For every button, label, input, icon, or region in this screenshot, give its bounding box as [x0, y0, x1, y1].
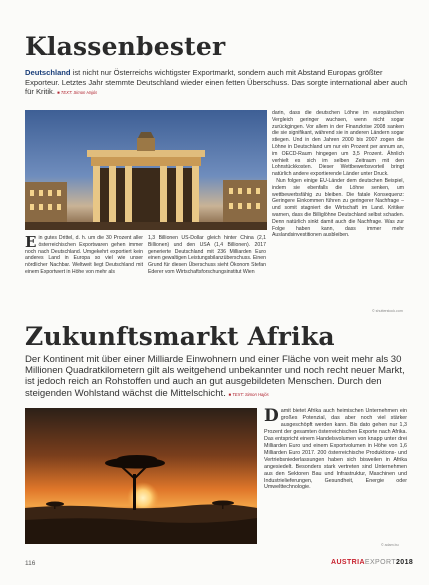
page-number: 116 — [25, 560, 36, 567]
section-title-klassenbester: Klassenbester — [25, 32, 226, 61]
column-3 — [272, 110, 404, 239]
dropcap: D — [264, 406, 279, 426]
column-text: amit bietet Afrika auch heimischen Unternehmen ein großes Potenzial, das aber noch viel stärker ausgeschöpft werden kann. Bis dato gehen nur 1,3 Prozent der gesamten österreichischen Exporte nach Afrika. Das entspricht einem Handelsvolumen von knapp unter drei Milliarden Euro und einem Exportvolumen in Höhe von 1,6 Milliarden Euro 2017. 200 österreichische Produktions- und Vertriebsniederlassungen haben sich bisweilen in Afrika angesiedelt. Besonders stark vertreten sind Unternehmen aus den Sektoren Bau und Infrastruktur, Maschinen und Industrielieferungen, Gesundheit, Energie oder Umwelttechnologie. — [264, 408, 407, 491]
magazine-brand — [331, 559, 413, 566]
savanna-sunset-photo — [25, 408, 257, 544]
brand-part-2: EXPORT — [364, 559, 396, 566]
photo-credit: © shutterstock.com — [372, 309, 403, 313]
section1-lead — [25, 68, 411, 98]
column-text-continued: Nun folgen einige EU-Länder dem deutschen Beispiel, indem sie ebenfalls die Löhne senken, um wettbewerbsfähig zu bleiben. Die fatale Konsequenz: Geringere Einkommen führen zu geringerer Nachfrage – und somit stagniert die Wirtschaft im Land. Kritiker warnen, dass die Billiglöhne Deutschland selbst schaden. Denn natürlich sinkt damit auch die Nachfrage. Was zur Folge haben kann, dass immer mehr Auslandsinvestitionen ausbleiben. — [272, 177, 405, 239]
section-title-afrika: Zukunftsmarkt Afrika — [25, 322, 335, 351]
brand-part-1: AUSTRIA — [331, 559, 365, 566]
dropcap: E — [25, 233, 37, 251]
africa-column — [264, 408, 407, 491]
author-credit: ■ TEXT: Simon Hajós — [228, 391, 269, 397]
section2-lead — [25, 354, 405, 400]
brand-year: 2018 — [395, 559, 414, 566]
photo-credit: © adam.bu — [381, 543, 399, 547]
author-credit: ■ TEXT: Simon Hajós — [57, 90, 98, 95]
brandenburg-gate-photo — [25, 110, 267, 230]
column-1 — [25, 235, 143, 276]
column-text: in gutes Drittel, d. h. um die 30 Prozent aller österreichischen Exportwaren gehen immer noch nach Deutschland. Umgekehrt exportiert kein anderes Land in Europa so viel wie unser nördlicher Nachbar. Weltweit liegt Deutschland mit einem Exportwert in Höhe von mehr als — [25, 235, 143, 275]
column-text: 1,3 Billionen US-Dollar gleich hinter China (2,1 Billionen) und den USA (1,4 Billionen). 2017 generierte Deutschland mit 236 Milliarden Euro einen gewaltigen Leistungsbilanzüberschuss. Einen Grund für diesen Überschuss sieht Ökonom Stefan Ederer vom Wirtschaftsforschungsinstitut Wien — [148, 235, 266, 275]
column-text: darin, dass die deutschen Löhne im europäischen Vergleich geringer wuchsen, wenn nicht sogar zurückgingen. Vor allem in der Finanzkrise 2008 sanken die sie signifikant, während sie in anderen Ländern sogar stiegen. Und in den Jahren 2000 bis 2007 zogen die Löhne in Deutschland um nur ein Prozent per annum an, im OECD-Raum hingegen um 3,5 Prozent. Ähnlich verhielt es sich im selben Zeitraum mit den Lohnstückkosten. Dieser Wettbewerbsvorteil bringt natürlich andere exportierende Länder unter Druck. — [272, 110, 404, 178]
lead-text: ist nicht nur Österreichs wichtigster Exportmarkt, sondern auch mit Abstand Europas größter Exporteur. Letztes Jahr stemmte Deutschland wieder einen fetten Überschuss. Das sorgte international aber auch für Kritik. — [25, 68, 408, 96]
lead-text: Der Kontinent mit über einer Milliarde Einwohnern und einer Fläche von weit mehr als 30 Millionen Quadratkilometern gilt als weitgehend unbekannter und noch recht neuer Markt, ist jedoch reich an Rohstoffen und auch an gut ausgebildeten Menschen. Durch den steigenden Wohlstand wächst die Mittelschicht. — [25, 354, 405, 399]
column-2 — [148, 235, 266, 276]
lead-highlight: Deutschland — [25, 68, 71, 77]
